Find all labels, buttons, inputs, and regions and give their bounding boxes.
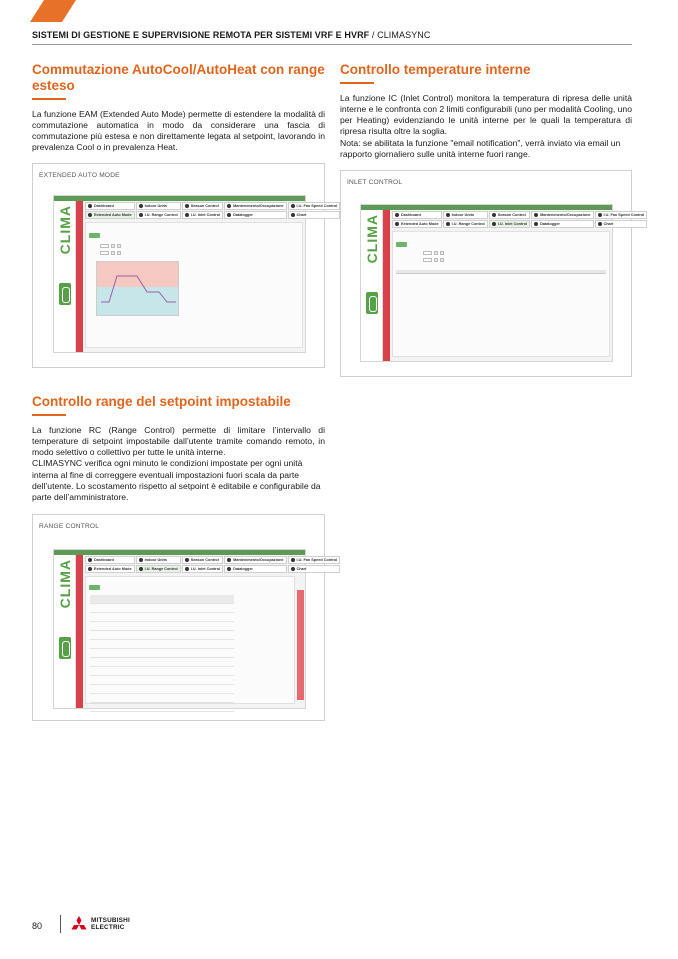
eam-chart-line — [97, 262, 180, 317]
chart-icon — [291, 567, 295, 571]
swap-icon — [88, 567, 92, 571]
tab-occupazione[interactable]: Mantenimento/Occupazione — [224, 556, 286, 564]
section-rc-body2: CLIMASYNC verifica ogni minuto le condizioni impostate per ogni unità interna al fine di correggere eventuali impostazioni fuori scala da parte dell’utente. Lo scostamento rispetto al setpoint è editabile e configurabile da parte dell’amministratore. — [32, 458, 321, 503]
side-red-bar — [76, 201, 83, 352]
clock-icon — [227, 558, 231, 562]
table-row[interactable] — [90, 685, 234, 694]
enable-button[interactable] — [396, 242, 407, 247]
tab-extended-auto-mode[interactable]: Extended Auto Mode — [392, 220, 442, 228]
table-row[interactable] — [90, 622, 234, 631]
grid-icon — [446, 213, 450, 217]
tab-dashboard[interactable]: Dashboard — [85, 202, 135, 210]
sync-logo-badge — [59, 283, 71, 305]
tab-fan-speed[interactable]: I.U. Fan Speed Control — [288, 202, 341, 210]
cool-limit-row — [423, 250, 444, 255]
app-tabs — [85, 202, 338, 219]
mitsubishi-logo-icon — [70, 916, 88, 932]
section-eam-body: La funzione EAM (Extended Auto Mode) permette di estendere la modalità di commutazione automatica in modo da considerare una fascia di commutazione più estesa e non direttamente legata al setpoint, lavorando in prevalenza Cool o in prevalenza Heat. — [32, 108, 325, 153]
table-row[interactable] — [90, 658, 234, 667]
app-titlebar — [54, 196, 305, 201]
tab-season-control[interactable]: Season Control — [489, 211, 530, 219]
section-ic-note: Nota: se abilitata la funzione "email notification", verrà inviato via email un rapporto giornaliero sulle unità interne fuori range. — [340, 137, 621, 159]
range-icon — [139, 213, 143, 217]
table-row[interactable] — [90, 667, 234, 676]
heat-threshold-row — [100, 243, 121, 248]
section-ic-body: La funzione IC (Inlet Control) monitora la temperatura di ripresa delle unità interne e le confronta con 2 limiti configurabili (uno per modalità Cooling, uno per Heating) evidenziando le unità interne per le quali la temperatura di ripresa risulta oltre la soglia. — [340, 92, 632, 137]
section-ic — [340, 62, 632, 160]
rc-content — [85, 576, 295, 704]
clock-icon — [534, 213, 538, 217]
chart-icon — [291, 213, 295, 217]
fan-icon — [291, 204, 295, 208]
tab-season-control[interactable]: Season Control — [182, 202, 223, 210]
tab-dashboard[interactable]: Dashboard — [85, 556, 135, 564]
section-rc — [32, 394, 325, 504]
tab-datalogger[interactable]: Datalogger — [531, 220, 593, 228]
tab-inlet-control[interactable]: I.U. Inlet Control — [182, 565, 223, 573]
eam-content — [85, 222, 303, 348]
swap-icon — [88, 213, 92, 217]
range-table — [90, 595, 234, 701]
tab-indoor-units[interactable]: Indoor Units — [443, 211, 488, 219]
fan-icon — [291, 558, 295, 562]
right-scroll-bar[interactable] — [297, 590, 304, 700]
section-eam-underline — [32, 98, 66, 100]
disk-icon — [227, 213, 231, 217]
fan-icon — [598, 213, 602, 217]
corner-accent-tab — [30, 0, 76, 22]
thermometer-icon — [185, 567, 189, 571]
figure-extended-auto-mode — [32, 163, 338, 368]
page-header — [32, 30, 431, 40]
chart-icon — [598, 222, 602, 226]
clima-logo: CLIMA — [57, 559, 73, 609]
enable-button[interactable] — [89, 585, 100, 590]
page-number: 80 — [32, 921, 43, 931]
tab-chart[interactable]: Chart — [288, 565, 341, 573]
swap-icon — [395, 222, 399, 226]
header-separator: / — [369, 30, 378, 40]
tab-fan-speed[interactable]: I.U. Fan Speed Control — [595, 211, 648, 219]
sun-icon — [185, 204, 189, 208]
thermometer-icon — [492, 222, 496, 226]
table-row[interactable] — [90, 703, 234, 712]
clima-logo: CLIMA — [57, 205, 73, 255]
figure-inlet-control — [340, 170, 645, 377]
sun-icon — [185, 558, 189, 562]
sync-logo-badge — [59, 637, 71, 659]
app-titlebar — [54, 550, 305, 555]
tab-occupazione[interactable]: Mantenimento/Occupazione — [224, 202, 286, 210]
gauge-icon — [88, 204, 92, 208]
app-sidebar — [54, 555, 76, 708]
app-tabs — [85, 556, 338, 573]
section-eam — [32, 62, 325, 154]
tab-extended-auto-mode[interactable]: Extended Auto Mode — [85, 565, 135, 573]
tab-datalogger[interactable]: Datalogger — [224, 211, 286, 219]
clima-logo: CLIMA — [364, 214, 380, 264]
brand-line1: MITSUBISHI — [91, 917, 130, 924]
tab-indoor-units[interactable]: Indoor Units — [136, 556, 181, 564]
sync-logo-badge — [366, 292, 378, 314]
tab-occupazione[interactable]: Mantenimento/Occupazione — [531, 211, 593, 219]
tab-inlet-control[interactable]: I.U. Inlet Control — [489, 220, 530, 228]
gauge-icon — [88, 558, 92, 562]
sun-icon — [492, 213, 496, 217]
app-screenshot — [360, 204, 645, 362]
thermometer-icon — [185, 213, 189, 217]
section-rc-underline — [32, 414, 66, 416]
table-row[interactable] — [90, 640, 234, 649]
enable-button[interactable] — [89, 233, 100, 238]
tab-dashboard[interactable]: Dashboard — [392, 211, 442, 219]
disk-icon — [227, 567, 231, 571]
heat-limit-row — [423, 257, 444, 262]
side-red-bar — [76, 555, 83, 708]
table-row[interactable] — [90, 631, 234, 640]
header-title-bold: SISTEMI DI GESTIONE E SUPERVISIONE REMOTA PER SISTEMI VRF E HVRF — [32, 30, 370, 40]
grid-icon — [139, 558, 143, 562]
app-sidebar — [54, 201, 76, 352]
eam-chart — [96, 261, 179, 316]
tab-fan-speed[interactable]: I.U. Fan Speed Control — [288, 556, 341, 564]
figure-label: INLET CONTROL — [347, 179, 403, 186]
gauge-icon — [395, 213, 399, 217]
tab-chart[interactable]: Chart — [288, 211, 341, 219]
app-screenshot — [53, 549, 338, 709]
figure-label: EXTENDED AUTO MODE — [39, 172, 120, 179]
app-titlebar — [361, 205, 612, 210]
tab-chart[interactable]: Chart — [595, 220, 648, 228]
app-tabs — [392, 211, 645, 228]
ic-content — [392, 231, 610, 357]
brand-name — [91, 918, 130, 931]
section-eam-title: Commutazione AutoCool/AutoHeat con range esteso — [32, 62, 325, 93]
side-red-bar — [383, 210, 390, 361]
table-row[interactable] — [90, 676, 234, 685]
app-sidebar — [361, 210, 383, 361]
header-divider — [32, 44, 632, 45]
units-table-header — [396, 270, 606, 274]
cool-threshold-row — [100, 250, 121, 255]
tab-range-control[interactable]: I.U. Range Control — [443, 220, 488, 228]
tab-season-control[interactable]: Season Control — [182, 556, 223, 564]
clock-icon — [227, 204, 231, 208]
table-row[interactable] — [90, 604, 234, 613]
table-row[interactable] — [90, 613, 234, 622]
disk-icon — [534, 222, 538, 226]
tab-range-control[interactable]: I.U. Range Control — [136, 565, 181, 573]
tab-datalogger[interactable]: Datalogger — [224, 565, 286, 573]
table-row[interactable] — [90, 649, 234, 658]
header-title-product: CLIMASYNC — [377, 30, 431, 40]
app-screenshot — [53, 195, 338, 353]
range-table-header — [90, 595, 234, 604]
range-icon — [139, 567, 143, 571]
table-row[interactable] — [90, 694, 234, 703]
section-rc-title: Controllo range del setpoint impostabile — [32, 394, 291, 409]
section-ic-underline — [340, 82, 374, 84]
tab-inlet-control[interactable]: I.U. Inlet Control — [182, 211, 223, 219]
tab-range-control[interactable]: I.U. Range Control — [136, 211, 181, 219]
footer-divider — [60, 915, 61, 933]
section-rc-body: La funzione RC (Range Control) permette di limitare l’intervallo di temperature di setpoint impostabile dall’utente tramite comando remoto, in modo selettivo o collettivo per tutte le unità interne. — [32, 424, 325, 458]
grid-icon — [139, 204, 143, 208]
figure-label: RANGE CONTROL — [39, 523, 100, 530]
tab-extended-auto-mode[interactable]: Extended Auto Mode — [85, 211, 135, 219]
range-icon — [446, 222, 450, 226]
tab-indoor-units[interactable]: Indoor Units — [136, 202, 181, 210]
figure-range-control — [32, 514, 338, 721]
brand-line2: ELECTRIC — [91, 923, 125, 931]
section-ic-title: Controllo temperature interne — [340, 62, 531, 77]
